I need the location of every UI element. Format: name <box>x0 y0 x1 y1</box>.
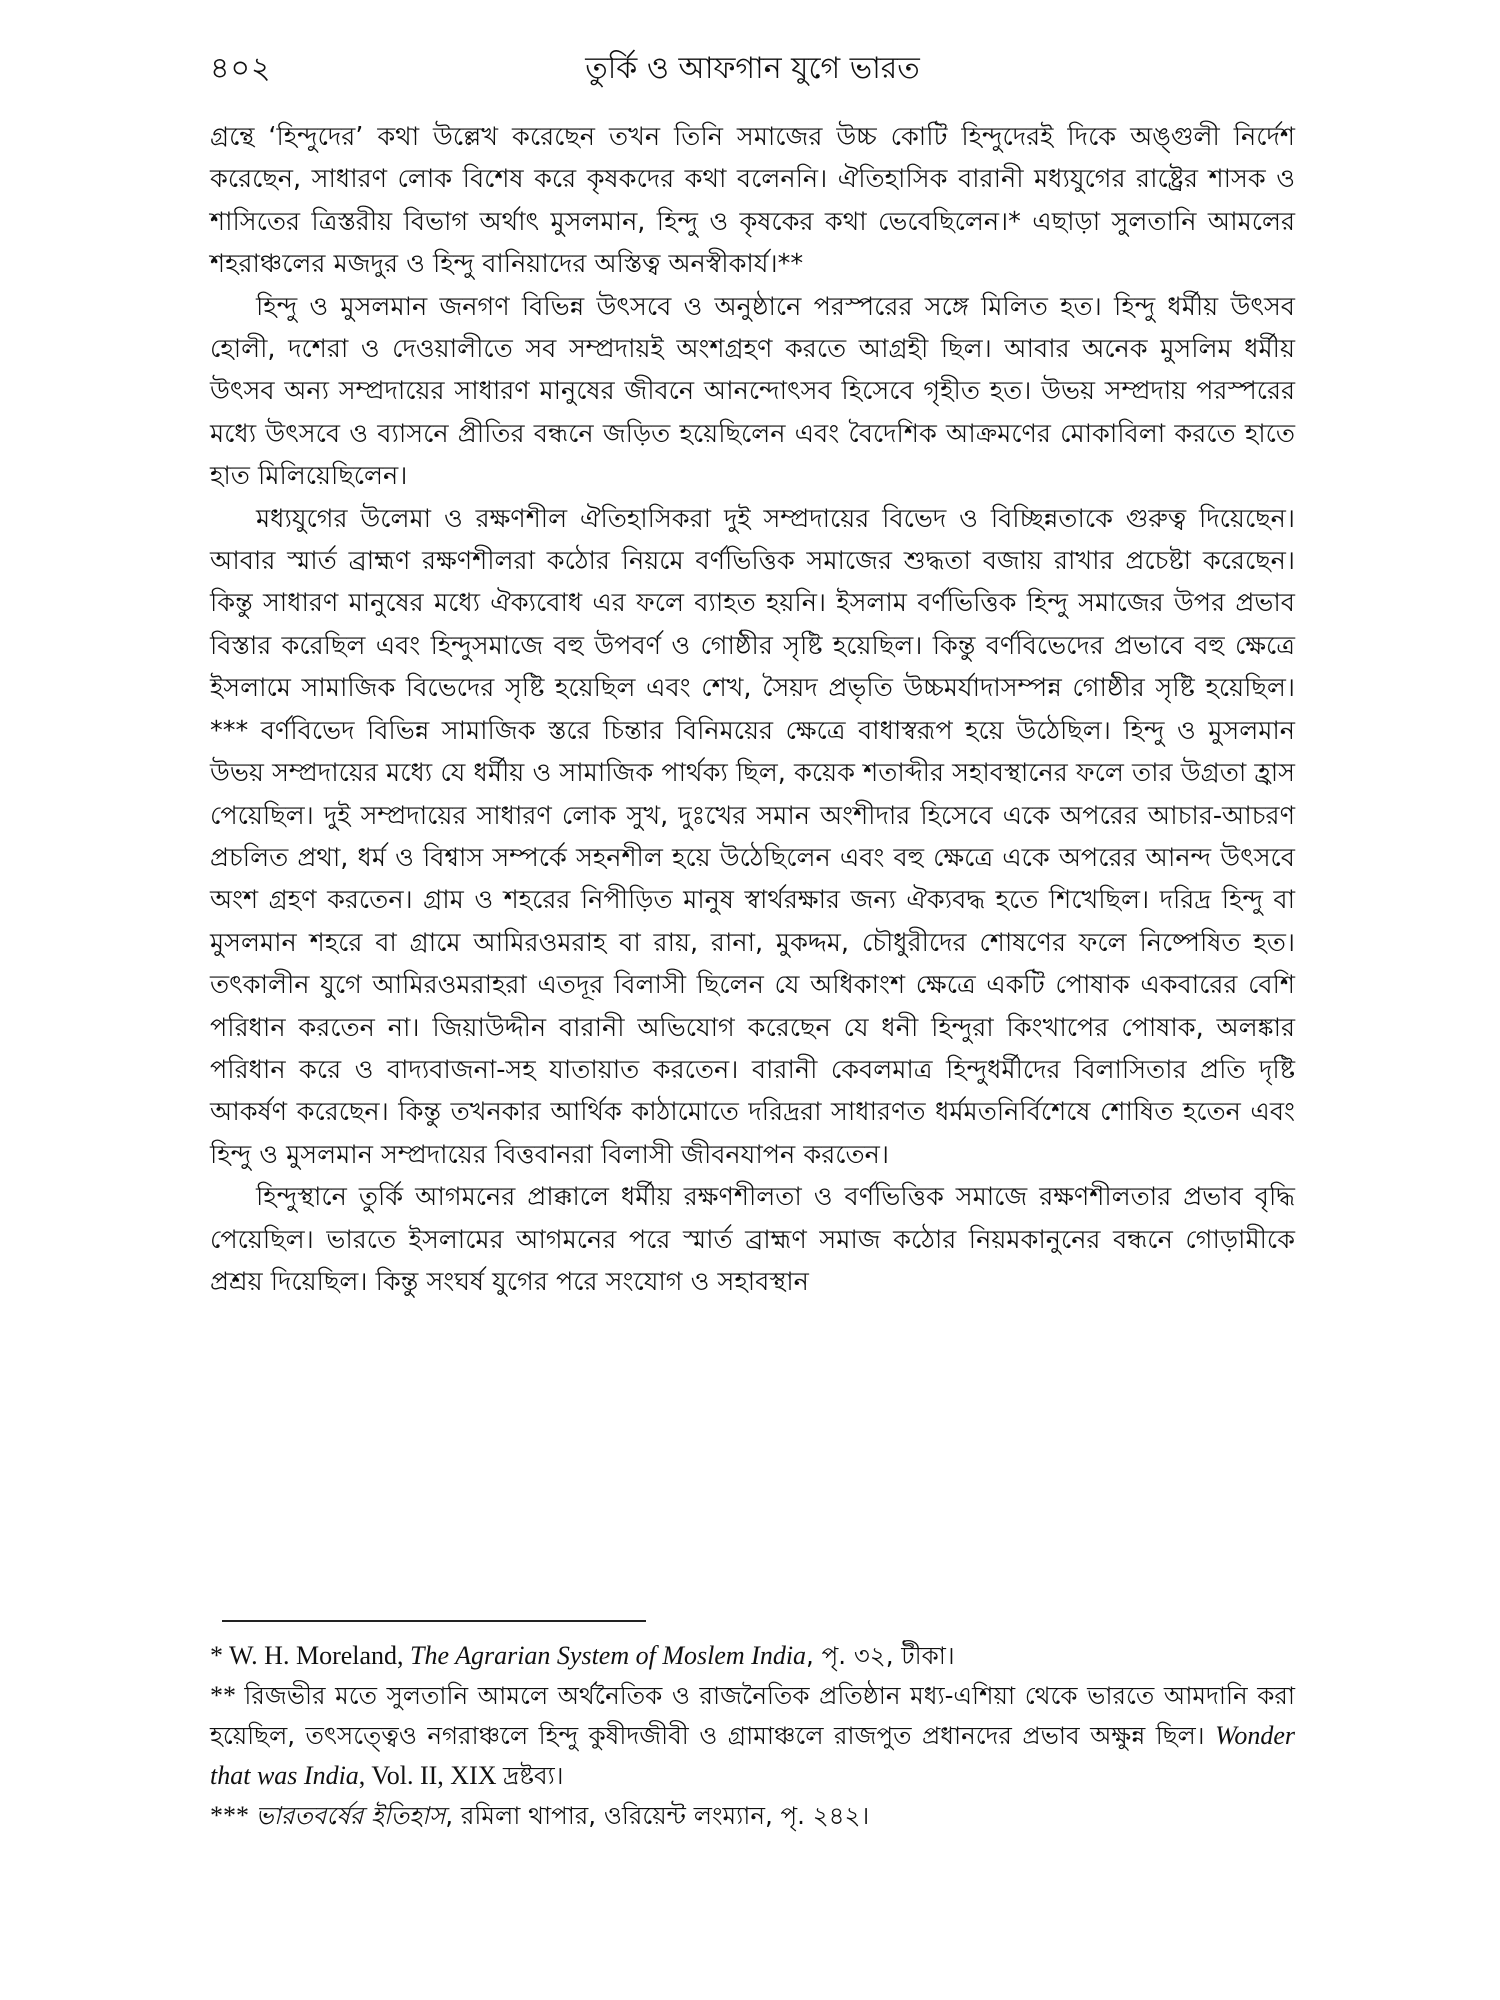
footnote-3 <box>210 1796 1295 1836</box>
footnote-1 <box>210 1636 1295 1676</box>
footnote-citation: , রমিলা থাপার, ওরিয়েন্ট লংম্যান, পৃ. ২৪২। <box>445 1801 870 1830</box>
running-title: তুর্কি ও আফগান যুগে ভারত <box>585 51 920 86</box>
footnote-2 <box>210 1676 1295 1796</box>
footnote-marker: ** <box>210 1681 245 1710</box>
footnote-book-title: ভারতবর্ষের ইতিহাস <box>255 1801 446 1830</box>
body-text <box>210 116 1295 1303</box>
paragraph-2: হিন্দু ও মুসলমান জনগণ বিভিন্ন উৎসবে ও অনুষ্ঠানে পরস্পরের সঙ্গে মিলিত হত। হিন্দু ধর্মীয় উৎসব হোলী, দশেরা ও দেওয়ালীতে সব সম্প্রদায়ই অংশগ্রহণ করতে আগ্রহী ছিল। আবার অনেক মুসলিম ধর্মীয় উৎসব অন্য সম্প্রদায়ের সাধারণ মানুষের জীবনে আনন্দোৎসব হিসেবে গৃহীত হত। উভয় সম্প্রদায় পরস্পরের মধ্যে উৎসবে ও ব্যাসনে প্রীতির বন্ধনে জড়িত হয়েছিলেন এবং বৈদেশিক আক্রমণের মোকাবিলা করতে হাতে হাত মিলিয়েছিলেন। <box>210 291 1295 492</box>
footnotes <box>210 1636 1295 1836</box>
book-page <box>210 40 1295 1960</box>
footnote-see-also: দ্রষ্টব্য। <box>503 1761 564 1790</box>
paragraph-1: গ্রন্থে ‘হিন্দুদের’ কথা উল্লেখ করেছেন তখন তিনি সমাজের উচ্চ কোটি হিন্দুদেরই দিকে অঙ্গুলী নির্দেশ করেছেন, সাধারণ লোক বিশেষ করে কৃষকদের কথা বলেননি। ঐতিহাসিক বারানী মধ্যযুগের রাষ্ট্রের শাসক ও শাসিতের ত্রিস্তরীয় বিভাগ অর্থাৎ মুসলমান, হিন্দু ও কৃষকের কথা ভেবেছিলেন।* এছাড়া সুলতানি আমলের শহরাঞ্চলের মজদুর ও হিন্দু বানিয়াদের অস্তিত্ব অনস্বীকার্য।** <box>210 122 1295 280</box>
footnote-book-title: Wonder that was India <box>210 1721 1295 1790</box>
footnote-text: রিজভীর মতে সুলতানি আমলে অর্থনৈতিক ও রাজনৈতিক প্রতিষ্ঠান মধ্য-এশিয়া থেকে ভারতে আমদানি করা হয়েছিল, তৎসত্ত্বেও নগরাঞ্চলে হিন্দু কুষীদজীবী ও গ্রামাঞ্চলে রাজপুত প্রধানদের প্রভাব অক্ষুন্ন ছিল। <box>210 1681 1295 1750</box>
footnote-marker: * <box>210 1641 230 1670</box>
footnote-volume: , Vol. II, XIX <box>358 1761 504 1790</box>
page-header <box>210 40 1295 92</box>
footnote-marker: *** <box>210 1801 256 1830</box>
footnote-author: W. H. Moreland, <box>229 1641 411 1670</box>
paragraph-4: হিন্দুস্থানে তুর্কি আগমনের প্রাক্কালে ধর্মীয় রক্ষণশীলতা ও বর্ণভিত্তিক সমাজে রক্ষণশীলতার প্রভাব বৃদ্ধি পেয়েছিল। ভারতে ইসলামের আগমনের পরে স্মার্ত ব্রাহ্মণ সমাজ কঠোর নিয়মকানুনের বন্ধনে গোড়ামীকে প্রশ্রয় দিয়েছিল। কিন্তু সংঘর্ষ যুগের পরে সংযোগ ও সহাবস্থান <box>210 1182 1295 1297</box>
footnote-divider <box>222 1620 646 1622</box>
footnote-book-title: The Agrarian System of Moslem India <box>410 1641 807 1670</box>
page-number: ৪০২ <box>210 51 272 86</box>
paragraph-3: মধ্যযুগের উলেমা ও রক্ষণশীল ঐতিহাসিকরা দুই সম্প্রদায়ের বিভেদ ও বিচ্ছিন্নতাকে গুরুত্ব দিয়েছেন। আবার স্মার্ত ব্রাহ্মণ রক্ষণশীলরা কঠোর নিয়মে বর্ণভিত্তিক সমাজের শুদ্ধতা বজায় রাখার প্রচেষ্টা করেছেন। কিন্তু সাধারণ মানুষের মধ্যে ঐক্যবোধ এর ফলে ব্যাহত হয়নি। ইসলাম বর্ণভিত্তিক হিন্দু সমাজের উপর প্রভাব বিস্তার করেছিল এবং হিন্দুসমাজে বহু উপবর্ণ ও গোষ্ঠীর সৃষ্টি হয়েছিল। কিন্তু বর্ণবিভেদের প্রভাবে বহু ক্ষেত্রে ইসলামে সামাজিক বিভেদের সৃষ্টি হয়েছিল এবং শেখ, সৈয়দ প্রভৃতি উচ্চমর্যাদাসম্পন্ন গোষ্ঠীর সৃষ্টি হয়েছিল।*** বর্ণবিভেদ বিভিন্ন সামাজিক স্তরে চিন্তার বিনিময়ের ক্ষেত্রে বাধাস্বরূপ হয়ে উঠেছিল। হিন্দু ও মুসলমান উভয় সম্প্রদায়ের মধ্যে যে ধর্মীয় ও সামাজিক পার্থক্য ছিল, কয়েক শতাব্দীর সহাবস্থানের ফলে তার উগ্রতা হ্রাস পেয়েছিল। দুই সম্প্রদায়ের সাধারণ লোক সুখ, দুঃখের সমান অংশীদার হিসেবে একে অপরের আচার-আচরণ প্রচলিত প্রথা, ধর্ম ও বিশ্বাস সম্পর্কে সহনশীল হয়ে উঠেছিলেন এবং বহু ক্ষেত্রে একে অপরের আনন্দ উৎসবে অংশ গ্রহণ করতেন। গ্রাম ও শহরের নিপীড়িত মানুষ স্বার্থরক্ষার জন্য ঐক্যবদ্ধ হতে শিখেছিল। দরিদ্র হিন্দু বা মুসলমান শহরে বা গ্রামে আমিরওমরাহ বা রায়, রানা, মুকদ্দম, চৌধুরীদের শোষণের ফলে নিষ্পেষিত হত। তৎকালীন যুগে আমিরওমরাহরা এতদূর বিলাসী ছিলেন যে অধিকাংশ ক্ষেত্রে একটি পোষাক একবারের বেশি পরিধান করতেন না। জিয়াউদ্দীন বারানী অভিযোগ করেছেন যে ধনী হিন্দুরা কিংখাপের পোষাক, অলঙ্কার পরিধান করে ও বাদ্যবাজনা-সহ যাতায়াত করতেন। বারানী কেবলমাত্র হিন্দুধর্মীদের বিলাসিতার প্রতি দৃষ্টি আকর্ষণ করেছেন। কিন্তু তখনকার আর্থিক কাঠামোতে দরিদ্ররা সাধারণত ধর্মমতনির্বিশেষে শোষিত হতেন এবং হিন্দু ও মুসলমান সম্প্রদায়ের বিত্তবানরা বিলাসী জীবনযাপন করতেন। <box>210 503 1295 1170</box>
footnote-citation: , পৃ. ৩২, টীকা। <box>806 1641 955 1670</box>
